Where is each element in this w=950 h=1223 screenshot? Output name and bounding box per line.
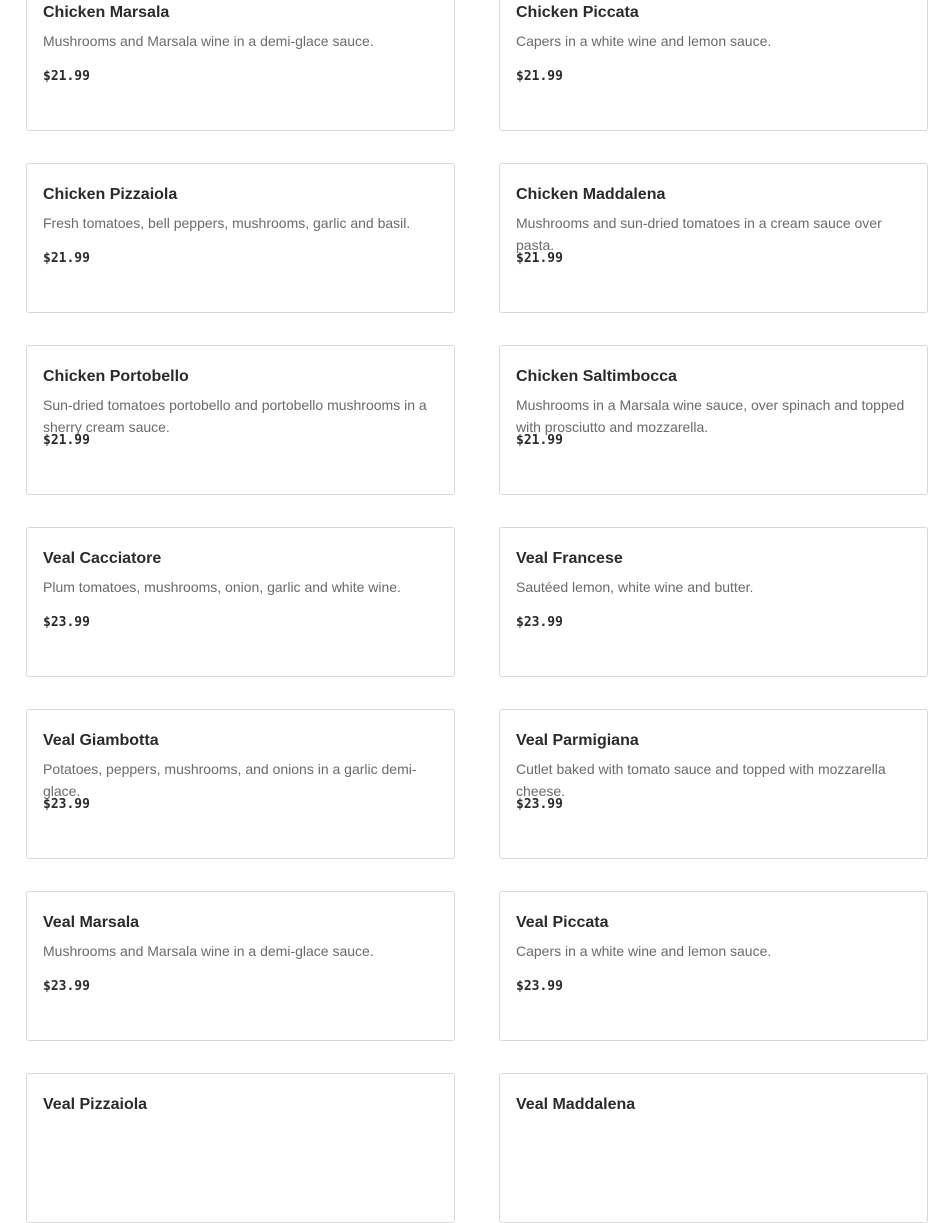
menu-item-description: Mushrooms and Marsala wine in a demi-glace sauce. [43,943,374,959]
menu-item-name: Chicken Piccata [516,4,639,21]
menu-item-card[interactable] [499,163,928,313]
menu-item-card[interactable] [499,891,928,1041]
menu-item-price: $23.99 [43,797,90,812]
menu-item-price: $23.99 [516,797,563,812]
menu-item-price: $23.99 [43,979,90,994]
menu-item-price: $23.99 [516,615,563,630]
menu-item-name: Veal Parmigiana [516,732,639,749]
menu-item-card[interactable] [26,345,455,495]
menu-item-card[interactable] [26,527,455,677]
menu-item-price: $21.99 [516,433,563,448]
menu-item-name: Veal Pizzaiola [43,1096,148,1113]
menu-item-price: $23.99 [516,979,563,994]
menu-item-description: Mushrooms and Marsala wine in a demi-glace sauce. [43,33,374,49]
menu-item-price: $23.99 [43,615,90,630]
menu-item-card[interactable] [26,1073,455,1223]
menu-item-description: Mushrooms in a Marsala wine sauce, over spinach and topped with prosciutto and mozzarella. [516,397,905,435]
menu-item-description: Capers in a white wine and lemon sauce. [516,943,772,959]
menu-item-description: Potatoes, peppers, mushrooms, and onions in a garlic demi-glace. [43,761,417,799]
menu-item-name: Chicken Saltimbocca [516,368,677,385]
menu-item-name: Veal Cacciatore [43,550,162,567]
menu-item-card[interactable] [26,0,455,131]
menu-item-description: Capers in a white wine and lemon sauce. [516,33,772,49]
menu-item-description: Mushrooms and sun-dried tomatoes in a cream sauce over pasta. [516,215,882,253]
menu-item-price: $21.99 [516,69,563,84]
menu-item-card[interactable] [499,527,928,677]
menu-item-grid [26,0,928,1223]
menu-item-name: Veal Maddalena [516,1096,636,1113]
menu-item-price: $21.99 [43,251,90,266]
menu-item-card[interactable] [26,163,455,313]
menu-item-price: $21.99 [516,251,563,266]
menu-item-description: Sun-dried tomatoes portobello and portobello mushrooms in a sherry cream sauce. [43,397,427,435]
menu-item-name: Chicken Marsala [43,4,170,21]
menu-item-card[interactable] [499,709,928,859]
menu-item-name: Veal Marsala [43,914,140,931]
menu-item-description: Sautéed lemon, white wine and butter. [516,579,754,595]
menu-item-name: Chicken Pizzaiola [43,186,178,203]
menu-item-name: Veal Piccata [516,914,609,931]
menu-item-price: $21.99 [43,69,90,84]
menu-item-description: Fresh tomatoes, bell peppers, mushrooms, garlic and basil. [43,215,411,231]
menu-item-description: Cutlet baked with tomato sauce and topped with mozzarella cheese. [516,761,886,799]
menu-item-name: Veal Giambotta [43,732,159,749]
menu-item-card[interactable] [26,709,455,859]
menu-item-card[interactable] [499,1073,928,1223]
menu-item-card[interactable] [26,891,455,1041]
menu-item-card[interactable] [499,0,928,131]
menu-item-name: Chicken Portobello [43,368,189,385]
menu-item-name: Veal Francese [516,550,623,567]
menu-item-card[interactable] [499,345,928,495]
menu-item-description: Plum tomatoes, mushrooms, onion, garlic and white wine. [43,579,401,595]
menu-item-price: $21.99 [43,433,90,448]
menu-item-name: Chicken Maddalena [516,186,666,203]
